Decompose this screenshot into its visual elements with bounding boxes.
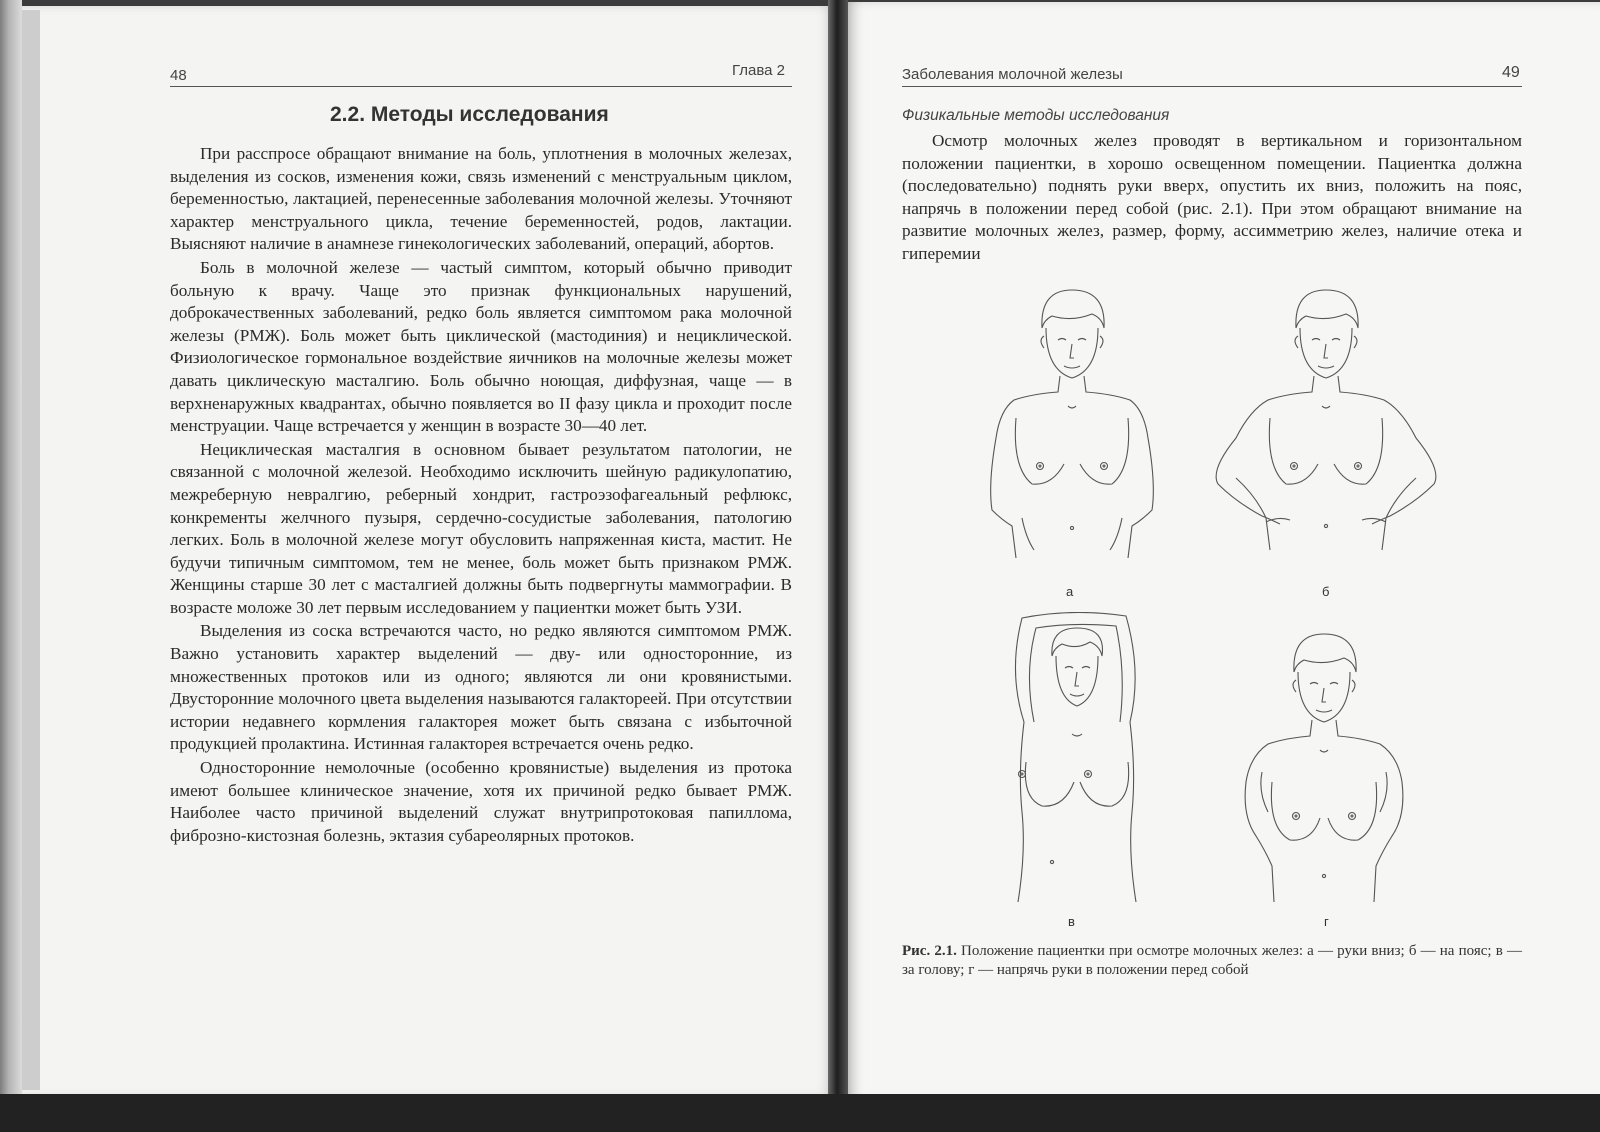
scan-bottom-edge <box>0 1094 1600 1132</box>
subsection-title: Физикальные методы исследования <box>902 107 1170 124</box>
figure-arms-tensed <box>1232 632 1422 914</box>
book-gutter <box>828 0 848 1132</box>
right-running-head: Заболевания молочной железы <box>902 66 1123 83</box>
left-page-number: 48 <box>170 67 187 84</box>
left-running-head: Глава 2 <box>732 62 786 79</box>
page-shadow-strip <box>22 10 40 1090</box>
paragraph: Односторонние немолочные (особенно кровянистые) выделения из протока имеют большее клиническое значение, хотя их причиной редко бывает РМЖ. Наиболее часто причиной выделений служат внутрипротоковая папиллома, фиброзно-кистозная болезнь, эктазия субареолярных протоков. <box>170 758 792 845</box>
figure-caption <box>902 942 1522 980</box>
figure-hands-behind-head <box>1002 612 1152 912</box>
figure-label-g: г <box>1324 914 1329 929</box>
caption-text: Положение пациентки при осмотре молочных желез: а — руки вниз; б — на пояс; в — за голову; г — напрячь руки в положении перед собой <box>902 943 1523 978</box>
paragraph: Осмотр молочных желез проводят в вертикальном и горизонтальном положении пациентки, в хорошо освещенном помещении. Пациентка должна (последовательно) поднять руки вверх, опустить их вниз, положить на пояс, напрячь в положении перед собой (рис. 2.1). При этом обращают внимание на развитие молочных желез, размер, форму, ассимметрию желез, наличие отека и гиперемии <box>902 131 1522 263</box>
right-body-text <box>902 130 1522 266</box>
figure-hands-on-hips <box>1206 288 1446 568</box>
paragraph: Нециклическая масталгия в основном бывает результатом патологии, не связанной с молочной железой. Необходимо исключить шейную радикулопатию, межреберную невралгию, реберный хондрит, гастроэзофагеальный рефлюкс, конкременты желчного пузыря, сердечно-сосудистые заболевания, патологию легких. Боль в молочной железе могут обусловить напряженная киста, мастит. Не будучи типичным симптомом, тем не менее, боль может быть признаком РМЖ. Женщины старше 30 лет с масталгией должны быть подвергнуты маммографии. В возрасте моложе 30 лет первым исследованием у пациентки может быть УЗИ. <box>170 439 792 617</box>
figure-arms-down <box>972 288 1172 568</box>
section-title: 2.2. Методы исследования <box>330 103 609 126</box>
figure-label-v: в <box>1068 914 1075 929</box>
right-header-rule <box>902 86 1522 87</box>
paragraph: При расспросе обращают внимание на боль, уплотнения в молочных железах, выделения из сосков, изменения кожи, связь изменений с менструальным циклом, беременностью, лактацией, перенесенные заболевания молочной железы. Уточняют характер менструального цикла, течение беременностей, родов, лактации. Выясняют наличие в анамнезе гинекологических заболеваний, операций, абортов. <box>170 144 792 254</box>
right-page-number: 49 <box>1502 64 1520 81</box>
figure-label-b: б <box>1322 584 1330 599</box>
paragraph: Выделения из соска встречаются часто, но редко являются симптомом РМЖ. Важно установить характер выделений — дву- или односторонние, из множественных протоков или из одного; являются ли они кровянистыми. Двусторонние молочного цвета выделения называются галактореей. При отсутствии истории недавнего кормления галакторея может быть связана с избыточной продукцией пролактина. Истинная галакторея встречается очень редко. <box>170 621 792 754</box>
left-body-text <box>170 143 792 848</box>
left-header-rule <box>170 86 792 87</box>
caption-label: Рис. 2.1. <box>902 943 957 959</box>
paragraph: Боль в молочной железе — частый симптом, который обычно приводит больную к врачу. Чаще это признак функциональных нарушений, доброкачественных заболеваний, редко боль является симптомом рака молочной железы (РМЖ). Боль может быть циклической (мастодиния) и нециклической. Физиологическое гормональное воздействие яичников на молочные железы может давать циклическую масталгию. Боль обычно ноющая, диффузная, чаще — в верхненаружных квадрантах, обычно появляется во II фазу цикла и проходит после менструации. Чаще встречается у женщин в возрасте 30—40 лет. <box>170 257 792 436</box>
figure-label-a: а <box>1066 584 1074 599</box>
book-edge <box>0 0 22 1132</box>
